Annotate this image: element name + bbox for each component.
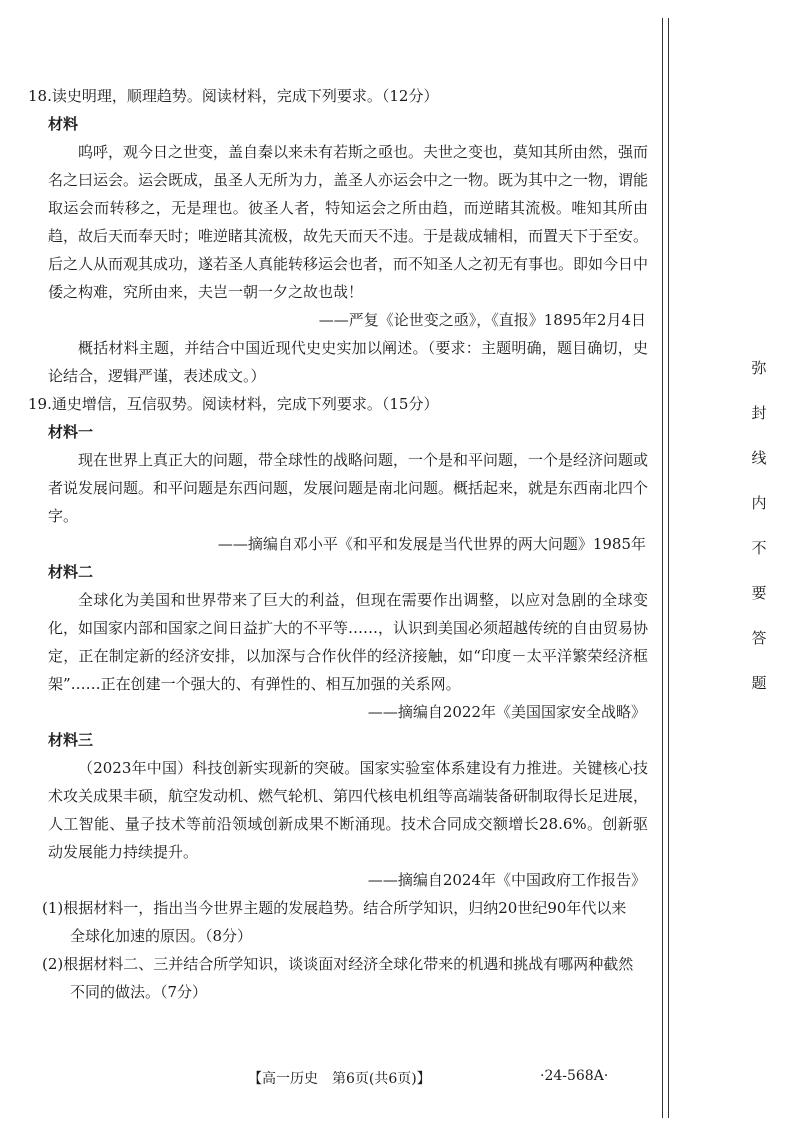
- q19-material-2-label: 材料二: [48, 563, 94, 581]
- binding-line-outer: [662, 18, 663, 1118]
- q18-material-text: 呜呼，观今日之世变，盖自秦以来未有若斯之亟也。夫世之变也，莫知其所由然，强而名之曰运会。运会既成，虽圣人无所为力，盖圣人亦运会中之一物。既为其中之一物，谓能取运会而转移之，无是理也。彼圣人者，特知运会之所由趋，而逆睹其流极。唯知其所由趋，故后天而奉天时；唯逆睹其流极，故先天而天不违。于是裁成辅相，而置天下于至安。后之人从而观其成功，遂若圣人真能转移运会也者，而不知圣人之初无有事也。即如今日中倭之构难，究所由来，夫岂一朝一夕之故也哉！: [48, 143, 649, 301]
- footer-page-info: 【高一历史 第6页(共6页)】: [248, 1071, 431, 1087]
- q18-task: 概括材料主题，并结合中国近现代史史实加以阐述。（要求：主题明确，题目确切，史论结合，逻辑严谨，表述成文。）: [48, 339, 648, 385]
- q19-material-3-label: 材料三: [48, 731, 94, 749]
- seal-line-notice: [744, 360, 774, 720]
- footer-exam-code: ·24-568A·: [540, 1068, 609, 1084]
- q18-material-label: 材料: [48, 115, 79, 133]
- seal-char: 封: [751, 404, 767, 422]
- seal-char: 线: [751, 449, 767, 467]
- exam-content: [28, 82, 648, 1006]
- question-18-title: 18.读史明理，顺理趋势。阅读材料，完成下列要求。（12分）: [28, 87, 439, 105]
- q19-material-2-source: ——摘编自2022年《美国国家安全战略》: [367, 703, 646, 721]
- binding-line-inner: [668, 18, 669, 1118]
- seal-char: 不: [751, 539, 767, 557]
- q19-sub2-line2: 不同的做法。（7分）: [70, 983, 208, 1001]
- seal-char: 答: [751, 629, 767, 647]
- q19-material-1-text: 现在世界上真正大的问题，带全球性的战略问题，一个是和平问题，一个是经济问题或者说发展问题。和平问题是东西问题，发展问题是南北问题。概括起来，就是东西南北四个字。: [48, 451, 649, 525]
- page-footer: [0, 1068, 660, 1092]
- question-19-title: 19.通史增信，互信驭势。阅读材料，完成下列要求。（15分）: [28, 395, 439, 413]
- q19-material-3-text: （2023年中国）科技创新实现新的突破。国家实验室体系建设有力推进。关键核心技术攻关成果丰硕，航空发动机、燃气轮机、第四代核电机组等高端装备研制取得长足进展，人工智能、量子技术等前沿领域创新成果不断涌现。技术合同成交额增长28.6%。创新驱动发展能力持续提升。: [48, 759, 649, 861]
- q19-sub-question-1: [28, 894, 648, 950]
- q19-material-1-source: ——摘编自邓小平《和平和发展是当代世界的两大问题》1985年: [217, 535, 646, 553]
- seal-char: 内: [751, 494, 767, 512]
- q19-sub-question-2: [28, 950, 648, 1006]
- q19-material-3-source: ——摘编自2024年《中国政府工作报告》: [367, 871, 646, 889]
- seal-char: 弥: [751, 359, 767, 377]
- q19-sub2-line1: (2)根据材料二、三并结合所学知识，谈谈面对经济全球化带来的机遇和挑战有哪两种截然: [42, 955, 634, 973]
- q19-sub1-line1: (1)根据材料一，指出当今世界主题的发展趋势。结合所学知识，归纳20世纪90年代以来: [42, 899, 627, 917]
- seal-char: 题: [751, 674, 767, 692]
- seal-char: 要: [751, 584, 767, 602]
- q18-material-source: ——严复《论世变之亟》，《直报》1895年2月4日: [318, 311, 646, 329]
- q19-material-2-text: 全球化为美国和世界带来了巨大的利益，但现在需要作出调整，以应对急剧的全球变化，如国家内部和国家之间日益扩大的不平等……，认识到美国必须超越传统的自由贸易协定，正在制定新的经济安排，以加深与合作伙伴的经济接触，如“印度－太平洋繁荣经济框架”……正在创建一个强大的、有弹性的、相互加强的关系网。: [48, 591, 649, 693]
- q19-material-1-label: 材料一: [48, 423, 94, 441]
- q19-sub1-line2: 全球化加速的原因。（8分）: [70, 927, 253, 945]
